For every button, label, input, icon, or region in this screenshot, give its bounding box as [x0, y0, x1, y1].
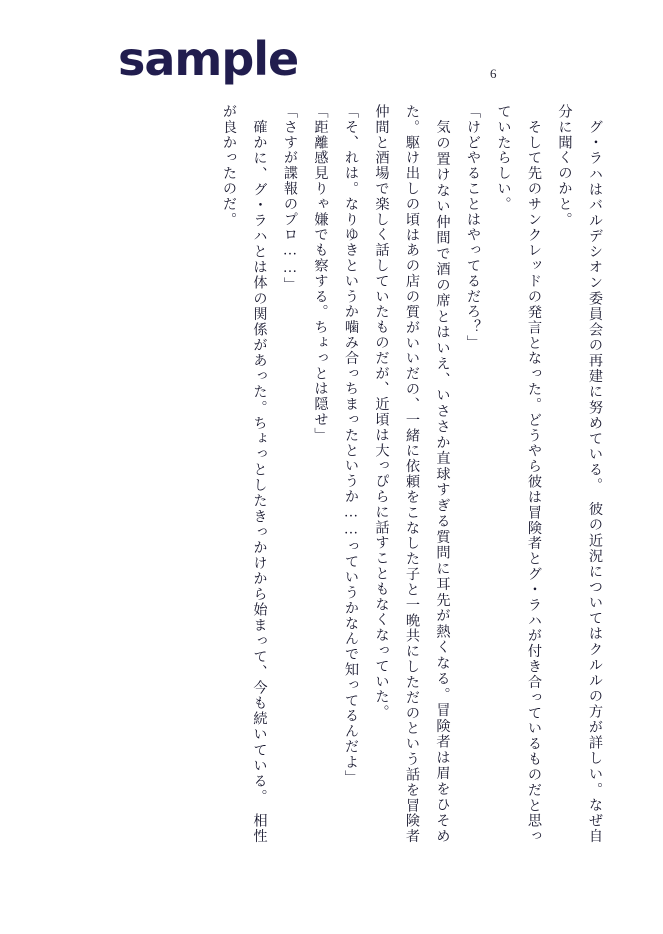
body-text: [105, 104, 610, 844]
page-number: 6: [490, 66, 497, 81]
paragraph: 「距離感見りゃ嫌でも察する。ちょっとは隠せ」: [312, 104, 329, 443]
paragraph: そして先のサンクレッドの発言となった。どうやら彼は冒険者とグ・ラハが付き合っているものだと思っていたらしい。: [495, 104, 542, 844]
paragraph: 「さすが諜報のプロ……」: [282, 104, 298, 293]
paragraph: 気の置けない仲間で酒の席とはいえ、いささか直球すぎる質問に耳先が熱くなる。冒険者は眉をひそめた。駆け出しの頃はあの店の質がいいだの、一緒に依頼をこなした子と一晩共にしただのという話を冒険者仲間と酒場で楽しく話していたものだが、近頃は大っぴらに話すこともなくなっていた。: [373, 104, 451, 844]
paragraph: 「けどやることはやってるだろ？」: [465, 104, 481, 351]
paragraph: 「そ、れは。なりゆきというか噛み合っちまったというか……っていうかなんで知ってるんだよ」: [343, 104, 359, 786]
sample-watermark: sample: [118, 32, 299, 86]
paragraph: 確かに、グ・ラハとは体の関係があった。ちょっとしたきっかけから始まって、今も続いている。 相性が良かったのだ。: [221, 104, 268, 844]
paragraph: グ・ラハはバルデシオン委員会の再建に努めている。 彼の近況についてはクルルの方が詳しい。なぜ自分に聞くのかと。: [556, 104, 603, 844]
